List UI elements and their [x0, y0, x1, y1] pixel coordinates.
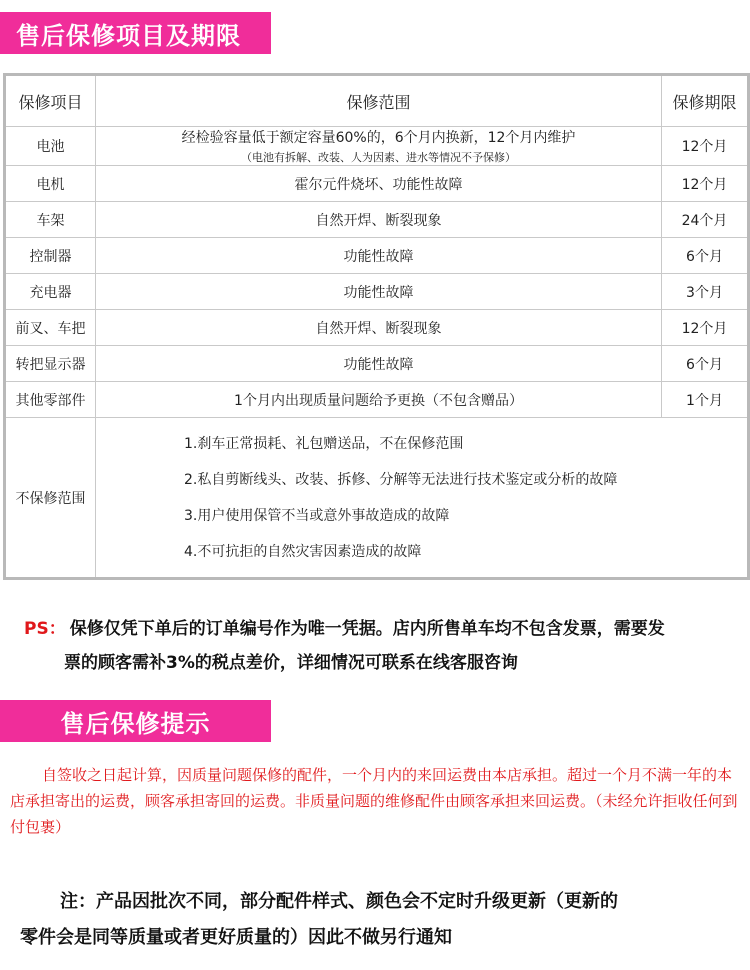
ps-line2: 票的顾客需补3%的税点差价，详细情况可联系在线客服咨询	[64, 653, 518, 673]
row-period: 12个月	[662, 127, 749, 166]
row-item: 电池	[5, 127, 96, 166]
exclusions-label: 不保修范围	[5, 418, 96, 579]
table-row	[5, 274, 749, 310]
exclusion-item: 2.私自剪断线头、改装、拆修、分解等无法进行技术鉴定或分析的故障	[184, 471, 618, 488]
row-scope: 自然开焊、断裂现象	[96, 310, 662, 346]
row-period: 1个月	[662, 382, 749, 418]
exclusion-item: 4.不可抗拒的自然灾害因素造成的故障	[184, 543, 422, 560]
ps-line1: 保修仅凭下单后的订单编号作为唯一凭据。店内所售单车均不包含发票，需要发	[69, 619, 665, 639]
row-scope: 1个月内出现质量问题给予更换（不包含赠品）	[96, 382, 662, 418]
row-period: 3个月	[662, 274, 749, 310]
row-period: 6个月	[662, 238, 749, 274]
table-header-row	[5, 75, 749, 127]
row-scope: 功能性故障	[96, 346, 662, 382]
ps-note	[24, 612, 734, 680]
exclusions-list-cell	[96, 418, 749, 579]
row-period: 12个月	[662, 310, 749, 346]
table-row	[5, 238, 749, 274]
table-row	[5, 382, 749, 418]
row-period: 12个月	[662, 166, 749, 202]
ps-label: PS：	[24, 619, 66, 639]
row-scope: 自然开焊、断裂现象	[96, 202, 662, 238]
footnote-line1: 注：产品因批次不同，部分配件样式、颜色会不定时升级更新（更新的	[60, 891, 618, 912]
header-period: 保修期限	[662, 75, 749, 127]
footnote	[20, 884, 735, 956]
row-item: 控制器	[5, 238, 96, 274]
warranty-banner: 售后保修项目及期限	[0, 12, 271, 54]
header-scope: 保修范围	[96, 75, 662, 127]
footnote-line2: 零件会是同等质量或者更好质量的）因此不做另行通知	[20, 927, 452, 948]
row-scope-note: （电池有拆解、改装、人为因素、进水等情况不予保修）	[241, 151, 516, 164]
warranty-table	[3, 73, 750, 580]
exclusions-list	[96, 426, 747, 570]
table-row	[5, 127, 749, 166]
row-scope: 功能性故障	[96, 238, 662, 274]
row-period: 24个月	[662, 202, 749, 238]
exclusion-item: 1.刹车正常损耗、礼包赠送品，不在保修范围	[184, 435, 464, 452]
row-scope	[96, 127, 662, 166]
table-row	[5, 166, 749, 202]
row-period: 6个月	[662, 346, 749, 382]
row-scope: 霍尔元件烧坏、功能性故障	[96, 166, 662, 202]
row-item: 充电器	[5, 274, 96, 310]
row-item: 车架	[5, 202, 96, 238]
row-scope: 功能性故障	[96, 274, 662, 310]
tip-banner: 售后保修提示	[0, 700, 271, 742]
tip-text: 自签收之日起计算，因质量问题保修的配件，一个月内的来回运费由本店承担。超过一个月不满一年的本店承担寄出的运费，顾客承担寄回的运费。非质量问题的维修配件由顾客承担来回运费。（未经允许拒收任何到付包裹）	[10, 766, 738, 836]
table-row	[5, 346, 749, 382]
row-item: 其他零部件	[5, 382, 96, 418]
table-row	[5, 202, 749, 238]
exclusion-item: 3.用户使用保管不当或意外事故造成的故障	[184, 507, 450, 524]
row-item: 前叉、车把	[5, 310, 96, 346]
row-scope-text: 经检验容量低于额定容量60%的，6个月内换新，12个月内维护	[181, 130, 576, 146]
table-row	[5, 310, 749, 346]
exclusions-row	[5, 418, 749, 579]
row-item: 电机	[5, 166, 96, 202]
row-item: 转把显示器	[5, 346, 96, 382]
header-item: 保修项目	[5, 75, 96, 127]
